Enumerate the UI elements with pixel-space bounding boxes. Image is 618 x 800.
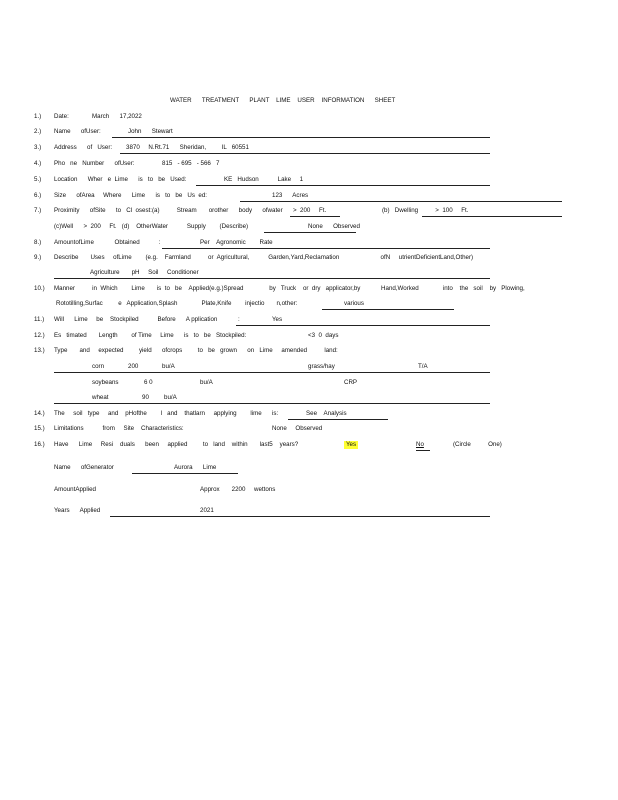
describe-label: Describe Uses ofLime (e.g. Farmland or Agricultural, Garden,Yard,Reclamation ofN utrientDeficientLand,Other) (54, 254, 474, 261)
generator-label: Name ofGenerator (54, 464, 114, 471)
proximity-line-a (290, 216, 340, 217)
residuals-label: Have Lime Resi duals been applied to land within last5 years? (54, 441, 299, 448)
manner-line (322, 309, 454, 310)
residuals-yes[interactable]: Yes (346, 441, 357, 448)
address-value: 3870 N.Rt.71 Sheridan, IL 60551 (126, 144, 249, 151)
crop-name: soybeans (92, 379, 119, 386)
crop-line (54, 372, 490, 373)
amount-lime-line (162, 248, 490, 249)
size-label: Size ofArea Where Lime is to be Us ed: (54, 192, 208, 199)
row-num-10: 10.) (34, 285, 45, 292)
row-num-7: 7.) (34, 207, 42, 214)
location-line (196, 185, 490, 186)
row-num-1: 1.) (34, 113, 42, 120)
row-num-2: 2.) (34, 128, 42, 135)
years-applied-label: Years Applied (54, 507, 101, 514)
location-value: KE Hudson Lake 1 (224, 176, 304, 183)
stockpiled-value: Yes (272, 316, 283, 323)
size-line (240, 201, 562, 202)
manner-label-2: Rototilling,Surfac e Application,Splash Plate,Knife injectio n,other: (56, 300, 298, 307)
crops-label: Type and expected yield ofcrops to be grown on Lime amended land: (54, 347, 338, 354)
residuals-circle-note: (Circle One) (453, 441, 502, 448)
crop-unit: bu/A (162, 363, 175, 370)
row-num-8: 8.) (34, 239, 42, 246)
amount-lime-label: AmountofLime Obtained : (54, 239, 161, 246)
crop-yield: 200 (128, 363, 139, 370)
name-label: Name ofUser: (54, 128, 101, 135)
crop-name: wheat (92, 394, 109, 401)
date-label: Date: (54, 113, 69, 120)
stockpiled-label: Will Lime be Stockpiled Before A pplication : (54, 316, 240, 323)
phone-value: 815 - 695 - 566 7 (162, 160, 220, 167)
length-label: Es timated Length of Time Lime is to be Stockpiled: (54, 332, 247, 339)
describe-line (54, 278, 490, 279)
stockpiled-line (236, 325, 490, 326)
crop-unit: bu/A (200, 379, 213, 386)
row-num-15: 15.) (34, 425, 45, 432)
crop-yield: 6 0 (144, 379, 153, 386)
address-line (120, 153, 490, 154)
name-value: John Stewart (128, 128, 173, 135)
crop-unit2: T/A (418, 363, 428, 370)
soil-value: See Analysis (306, 410, 347, 417)
phone-label: Pho ne Number ofUser: (54, 160, 135, 167)
proximity-line-b (422, 216, 562, 217)
describe-value: Agriculture pH Soil Conditioner (90, 269, 199, 276)
proximity-well-value: None Observed (308, 223, 360, 230)
crop-name: corn (92, 363, 105, 370)
row-num-12: 12.) (34, 332, 45, 339)
name-line (112, 137, 490, 138)
amount-applied-label: AmountApplied (54, 486, 96, 493)
proximity-dwelling: (b) Dwelling > 100 Ft. (382, 207, 469, 214)
years-applied-value: 2021 (200, 507, 214, 514)
length-value: <3 0 days (308, 332, 339, 339)
crop-line (54, 403, 490, 404)
crop-col2: grass/hay (308, 363, 335, 370)
address-label: Address of User: (54, 144, 113, 151)
proximity-label: Proximity ofSite to Cl osest:(a) Stream orother body ofwater > 200 Ft. (54, 207, 327, 214)
soil-line (288, 419, 388, 420)
amount-applied-value: Approx 2200 wettons (200, 486, 276, 493)
row-num-4: 4.) (34, 160, 42, 167)
date-value: March 17,2022 (92, 113, 142, 120)
crop-yield: 90 (142, 394, 149, 401)
crop-unit: bu/A (164, 394, 177, 401)
limitations-label: Limitations from Site Characteristics: (54, 425, 184, 432)
proximity-well-line (264, 232, 356, 233)
proximity-well-label: (c)Well > 200 Ft. (d) OtherWater Supply (Describe) (54, 223, 249, 230)
row-num-13: 13.) (34, 347, 45, 354)
row-num-11: 11.) (34, 316, 45, 323)
residuals-no[interactable]: No (416, 441, 424, 448)
location-label: Location Wher e Lime is to be Used: (54, 176, 187, 183)
row-num-3: 3.) (34, 144, 42, 151)
row-num-16: 16.) (34, 441, 45, 448)
generator-value: Aurora Lime (174, 464, 217, 471)
manner-label: Manner in Which Lime is to be Applied(e.g.)Spread by Truck or dry applicator,by Hand,Worked into the soil by Plowing, (54, 285, 525, 292)
row-num-9: 9.) (34, 254, 42, 261)
row-num-14: 14.) (34, 410, 45, 417)
amount-lime-value: Per Agronomic Rate (200, 239, 273, 246)
size-value: 123 Acres (272, 192, 309, 199)
limitations-value: None Observed (272, 425, 323, 432)
residuals-no-line (416, 450, 430, 451)
manner-value: various (344, 300, 364, 307)
crop-col2: CRP (344, 379, 358, 386)
row-num-5: 5.) (34, 176, 42, 183)
years-applied-line (110, 516, 490, 517)
row-num-6: 6.) (34, 192, 42, 199)
generator-line (132, 473, 238, 474)
soil-label: The soil type and pHofthe l and thatlarn applying lime is: (54, 410, 279, 417)
page-title: WATER TREATMENT PLANT LIME USER INFORMATION SHEET (170, 97, 396, 104)
